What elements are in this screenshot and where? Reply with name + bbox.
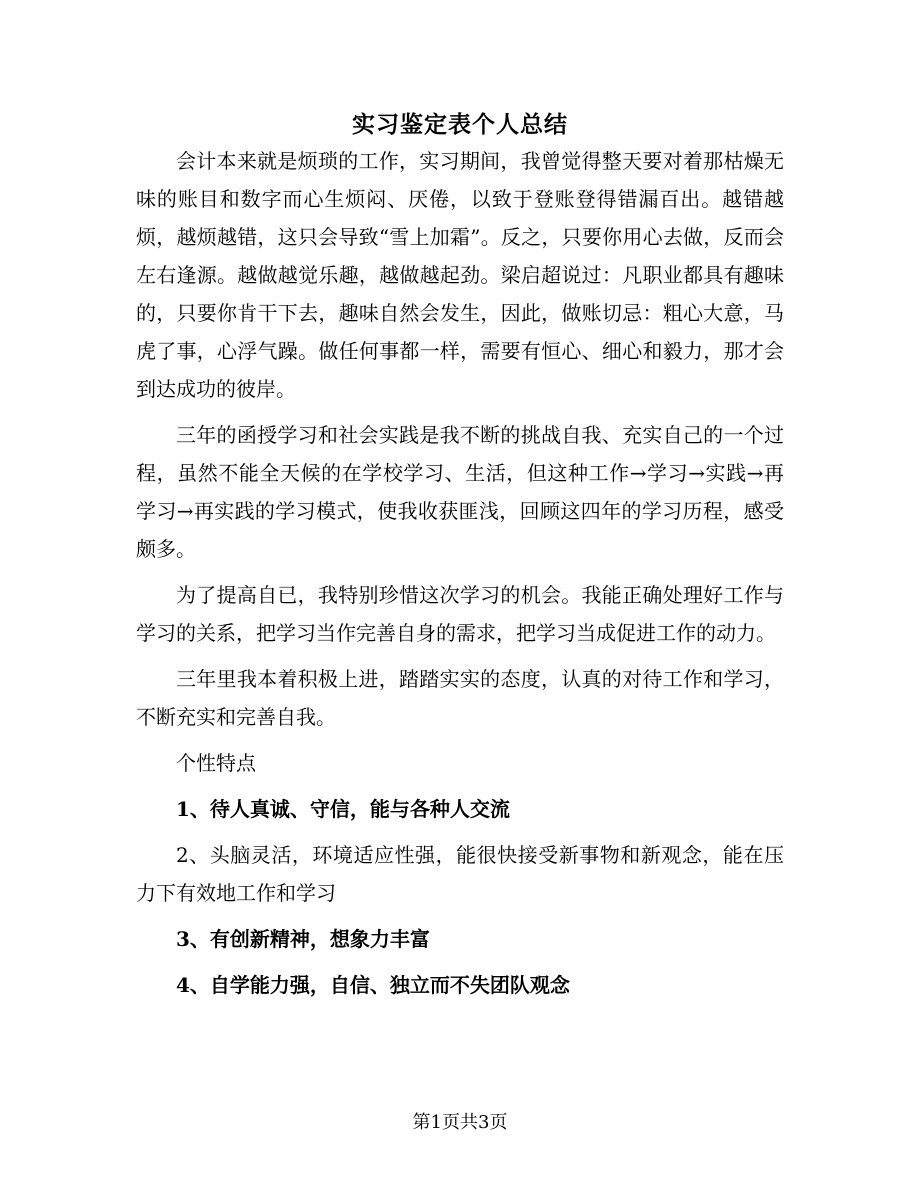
list-item: 4、自学能力强，自信、独立而不失团队观念 [176,973,570,997]
document-body [136,142,784,1004]
paragraph: 三年的函授学习和社会实践是我不断的挑战自我、充实自己的一个过程，虽然不能全天候的在学校学习、生活，但这种工作→学习→实践→再学习→再实践的学习模式，使我收获匪浅，回顾这四年的学习历程，感受颇多。 [136,423,784,561]
page-footer: 第1页共3页 [412,1112,508,1133]
list-item: 3、有创新精神，想象力丰富 [176,927,430,951]
document-title: 实习鉴定表个人总结 [352,111,568,138]
list-item: 1、待人真诚、守信，能与各种人交流 [176,797,510,821]
section-heading: 个性特点 [176,751,256,775]
paragraph: 为了提高自已，我特别珍惜这次学习的机会。我能正确处理好工作与学习的关系，把学习当作完善自身的需求，把学习当成促进工作的动力。 [136,583,784,645]
paragraph: 三年里我本着积极上进，踏踏实实的态度，认真的对待工作和学习，不断充实和完善自我。 [136,667,784,729]
paragraph: 会计本来就是烦琐的工作，实习期间，我曾觉得整天要对着那枯燥无味的账目和数字而心生烦闷、厌倦，以致于登账登得错漏百出。越错越烦，越烦越错，这只会导致“雪上加霜”。反之，只要你用心去做，反而会左右逢源。越做越觉乐趣，越做越起劲。梁启超说过：凡职业都具有趣味的，只要你肯干下去，趣味自然会发生，因此，做账切忌：粗心大意，马虎了事，心浮气躁。做任何事都一样，需要有恒心、细心和毅力，那才会到达成功的彼岸。 [136,149,784,401]
list-item: 2、头脑灵活，环境适应性强，能很快接受新事物和新观念，能在压力下有效地工作和学习 [136,843,784,905]
